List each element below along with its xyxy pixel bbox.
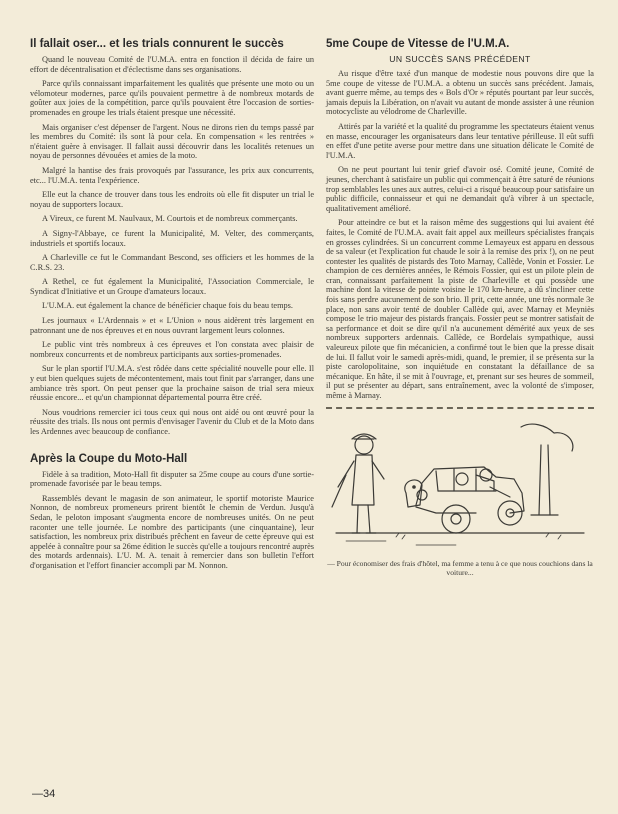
cartoon-drawing bbox=[326, 415, 594, 555]
paragraph: Quand le nouveau Comité de l'U.M.A. entra en fonction il décida de faire un effort de décentralisation et d'éclectisme dans ses organisations. bbox=[30, 55, 314, 74]
dashed-divider bbox=[326, 407, 594, 409]
paragraph: A Charleville ce fut le Commandant Bescond, ses officiers et les hommes de la C.R.S. 23. bbox=[30, 253, 314, 272]
right-column bbox=[326, 38, 594, 577]
paragraph: L'U.M.A. eut également la chance de bénéficier chaque fois du beau temps. bbox=[42, 301, 293, 311]
trials-article-body bbox=[30, 55, 314, 437]
paragraph: Malgré la hantise des frais provoqués par l'assurance, les prix aux concurrents, etc... l'U.M.A. tenta l'expérience. bbox=[30, 165, 314, 185]
paragraph: Les journaux « L'Ardennais » et « L'Union » nous aidèrent très largement en patronnant une de nos épreuves et en nous ouvrant largement leurs colonnes. bbox=[30, 316, 314, 335]
paragraph: Fidèle à sa tradition, Moto-Hall fit disputer sa 25me coupe au cours d'une sortie-promenade favorisée par le beau temps. bbox=[30, 469, 314, 489]
paragraph: A Signy-l'Abbaye, ce furent la Municipalité, M. Velter, des commerçants, industriels et sportifs locaux. bbox=[30, 228, 314, 248]
paragraph: Au risque d'être taxé d'un manque de modestie nous pouvons dire que la 5me coupe de vitesse de l'U.M.A. a obtenu un succès sans précédent. Jamais, avant guerre même, au temps des « Bols d'Or » réputés pourtant par leur succès, jamais depuis la Libération, on n'avait vu autant de monde assister à une réunion motocycliste au vélodrome de Charleville. bbox=[326, 69, 594, 117]
cartoon-caption: — Pour économiser des frais d'hôtel, ma femme a tenu à ce que nous couchions dans la voiture... bbox=[327, 558, 593, 577]
paragraph: Elle eut la chance de trouver dans tous les endroits où elle fit disputer un trial le noyau de supporters locaux. bbox=[30, 190, 314, 209]
paragraph: Parce qu'ils connaissant imparfaitement les qualités que présente une moto ou un vélomoteur modernes, parce qu'ils pouvaient permettre à de nombreux motards de goûter aux joies de la compétition, parce qu'ils pouvaient être l'occasion de sorties-promenades en groupe les trials étaient presque une nécessité. bbox=[30, 79, 314, 117]
paragraph: On ne peut pourtant lui tenir grief d'avoir osé. Comité jeune, Comité de jeunes, cherchant à satisfaire un public qui commençait à être saturé de réunions trop semblables les unes aux autres, celui-ci a risqué beaucoup pour satisfaire un public difficile, connaisseur et qui ne demandait qu'à vibrer à un spectacle, qualitativement amélioré. bbox=[326, 165, 594, 213]
paragraph: Mais organiser c'est dépenser de l'argent. Nous ne dirons rien du temps passé par les membres du Comité: ils sont là pour cela. En compensation « les rentrées » n'étaient guère à envisager. Il fallait aussi découvrir dans les localités retenues un noyau de personnes dévouées et amies de la moto. bbox=[30, 122, 314, 161]
article-title-coupe-vitesse: 5me Coupe de Vitesse de l'U.M.A. bbox=[326, 38, 510, 50]
page-number: —34 bbox=[32, 788, 56, 800]
coupe-article-body bbox=[326, 69, 594, 401]
moto-hall-article-body bbox=[30, 470, 314, 571]
paragraph: Sur le plan sportif l'U.M.A. s'est rôdée dans cette spécialité nouvelle pour elle. Il y eut bien quelques sujets de mécontentement, mais tout finit par s'arranger, dans une ambiance très sport. On peut penser que la prochaine saison de trial sera mieux réussie encore... et qu'un championnat départemental pourra être créé. bbox=[30, 364, 314, 403]
paragraph: Rassemblés devant le magasin de son animateur, le sportif motoriste Maurice Nonnon, de nombreux promeneurs prirent bientôt le chemin de Verdun. Jusqu'à Sedan, le peloton imposant s'augmenta encore de nombreuses unités. On ne peut raconter une telle journée. Le nombre des participants (une cinquantaine), leur satisfaction, les nombreux prix distribués prêchent en faveur de cette épreuve qui est appelée à connaître pour sa 26me édition le succès qu'elle a toujours rencontré auprès des motards ardennais). L'U. M. A. tenait à remercier dans son bulletin l'effort d'organisation et l'effort financier accompli par M. Nonnon. bbox=[30, 493, 314, 570]
paragraph: A Rethel, ce fut également la Municipalité, l'Association Commerciale, le Syndicat d'Initiative et un Groupe d'amateurs locaux. bbox=[30, 277, 314, 296]
paragraph: A Vireux, ce furent M. Naulvaux, M. Courtois et de nombreux commerçants. bbox=[42, 214, 298, 224]
cartoon-illustration bbox=[326, 415, 594, 555]
paragraph: Pour atteindre ce but et la raison même des suggestions qui lui avaient été faites, le Comité de l'U.M.A. avait fait appel aux meilleurs spécialistes français en grosses cylindrées. Si un concurrent comme Lemayeux est apparu en dessous de sa valeur (et l'explication fut chaude le soir à la remise des prix !), on ne peut contester les qualités de pistards des Toto Marnay, Callède, Vonin et Fossier. Le champion de ces dernières années, le Rémois Fossier, qui est un pilote plein de cran, connaissant parfaitement la piste de Charleville et qui possède une machine dont la vitesse de pointe voisine le 170 km-heure, a dû s'incliner cette fois sans perdre aucunement de son brio. Il prit, cette année, une très normale 3e place, non sans avoir tenté de doubler Callède qui, avec Marnay et Meyniès compose le trio majeur des pistards français. Fossier peut se montrer satisfait de sa performance et doit se dire qu'il n'a aucunement démérité aux yeux de ses nombreux supporters ardennais. Callède, ce Bordelais sympathique, aussi valeureux pilote que fin mécanicien, a confirmé tout le bien que la presse disait de lui. Il fallut voir le samedi après-midi, quand, le premier, il se présenta sur la piste carolopolitaine, son inquiétude en constatant la défaillance de sa mécanique. En hâte, il se mit à l'ouvrage, et, prenant sur ses heures de sommeil, il put se présenter au départ, sans entraînement, avec la volonté de s'imposer, même à Marnay. bbox=[326, 218, 594, 400]
paragraph: Nous voudrions remercier ici tous ceux qui nous ont aidé ou ont œuvré pour la réussite des trials. Ils nous ont permis d'envisager l'avenir du Club et de la Moto dans les Ardennes avec beaucoup de confiance. bbox=[30, 407, 314, 436]
article-title-moto-hall: Après la Coupe du Moto-Hall bbox=[30, 452, 188, 465]
left-column bbox=[30, 38, 314, 576]
paragraph: Attirés par la variété et la qualité du programme les spectateurs étaient venus en masse, encourager les organisateurs dans leur tentative périlleuse. Il eût suffi en effet d'une petite averse pour mettre dans une situation délicate le Comité de l'U.M.A. bbox=[326, 121, 594, 160]
article-title-trials: Il fallait oser... et les trials connurent le succès bbox=[30, 38, 284, 50]
paragraph: Le public vint très nombreux à ces épreuves et l'on constata avec plaisir de nombreux concurrents et de nombreux participants aux sorties-promenades. bbox=[30, 340, 314, 359]
article-subtitle: UN SUCCÈS SANS PRÉCÉDENT bbox=[389, 54, 531, 64]
